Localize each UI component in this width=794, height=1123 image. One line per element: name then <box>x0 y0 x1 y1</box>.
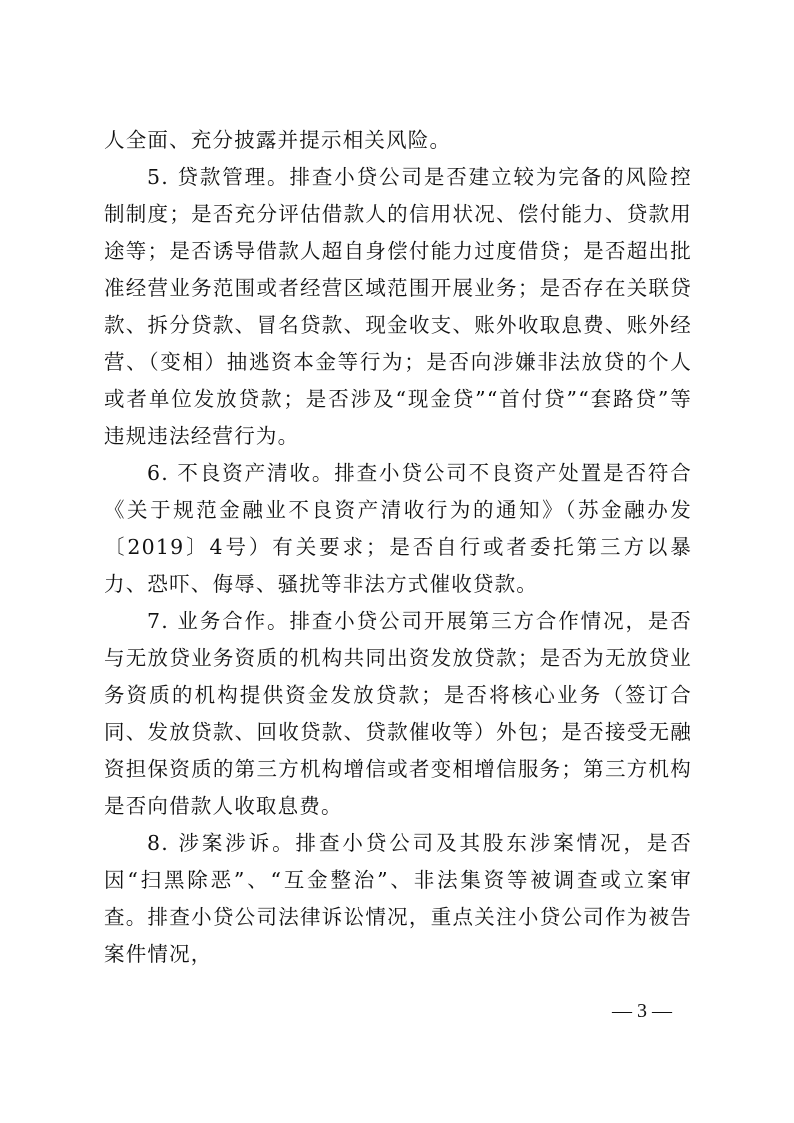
paragraph-business-cooperation: 7. 业务合作。排查小贷公司开展第三方合作情况，是否与无放贷业务资质的机构共同出资发放贷款；是否为无放贷业务资质的机构提供资金发放贷款；是否将核心业务（签订合同、发放贷款、回收贷款、贷款催收等）外包；是否接受无融资担保资质的第三方机构增信或者变相增信服务；第三方机构是否向借款人收取息费。 <box>104 609 692 818</box>
document-body <box>104 122 692 973</box>
page-number: — 3 — <box>612 1000 672 1022</box>
paragraph-continuation: 人全面、充分披露并提示相关风险。 <box>104 128 452 152</box>
paragraph-bad-asset-collection: 6. 不良资产清收。排查小贷公司不良资产处置是否符合《关于规范金融业不良资产清收行为的通知》（苏金融办发〔2019〕4号）有关要求；是否自行或者委托第三方以暴力、恐吓、侮辱、骚扰等非法方式催收贷款。 <box>104 461 692 596</box>
paragraph-litigation: 8. 涉案涉诉。排查小贷公司及其股东涉案情况，是否因“扫黑除恶”、“互金整治”、非法集资等被调查或立案审查。排查小贷公司法律诉讼情况，重点关注小贷公司作为被告案件情况， <box>104 831 692 966</box>
paragraph-loan-management: 5. 贷款管理。排查小贷公司是否建立较为完备的风险控制制度；是否充分评估借款人的信用状况、偿付能力、贷款用途等；是否诱导借款人超自身偿付能力过度借贷；是否超出批准经营业务范围或者经营区域范围开展业务；是否存在关联贷款、拆分贷款、冒名贷款、现金收支、账外收取息费、账外经营、（变相）抽逃资本金等行为；是否向涉嫌非法放贷的个人或者单位发放贷款；是否涉及“现金贷”“首付贷”“套路贷”等违规违法经营行为。 <box>104 165 692 448</box>
